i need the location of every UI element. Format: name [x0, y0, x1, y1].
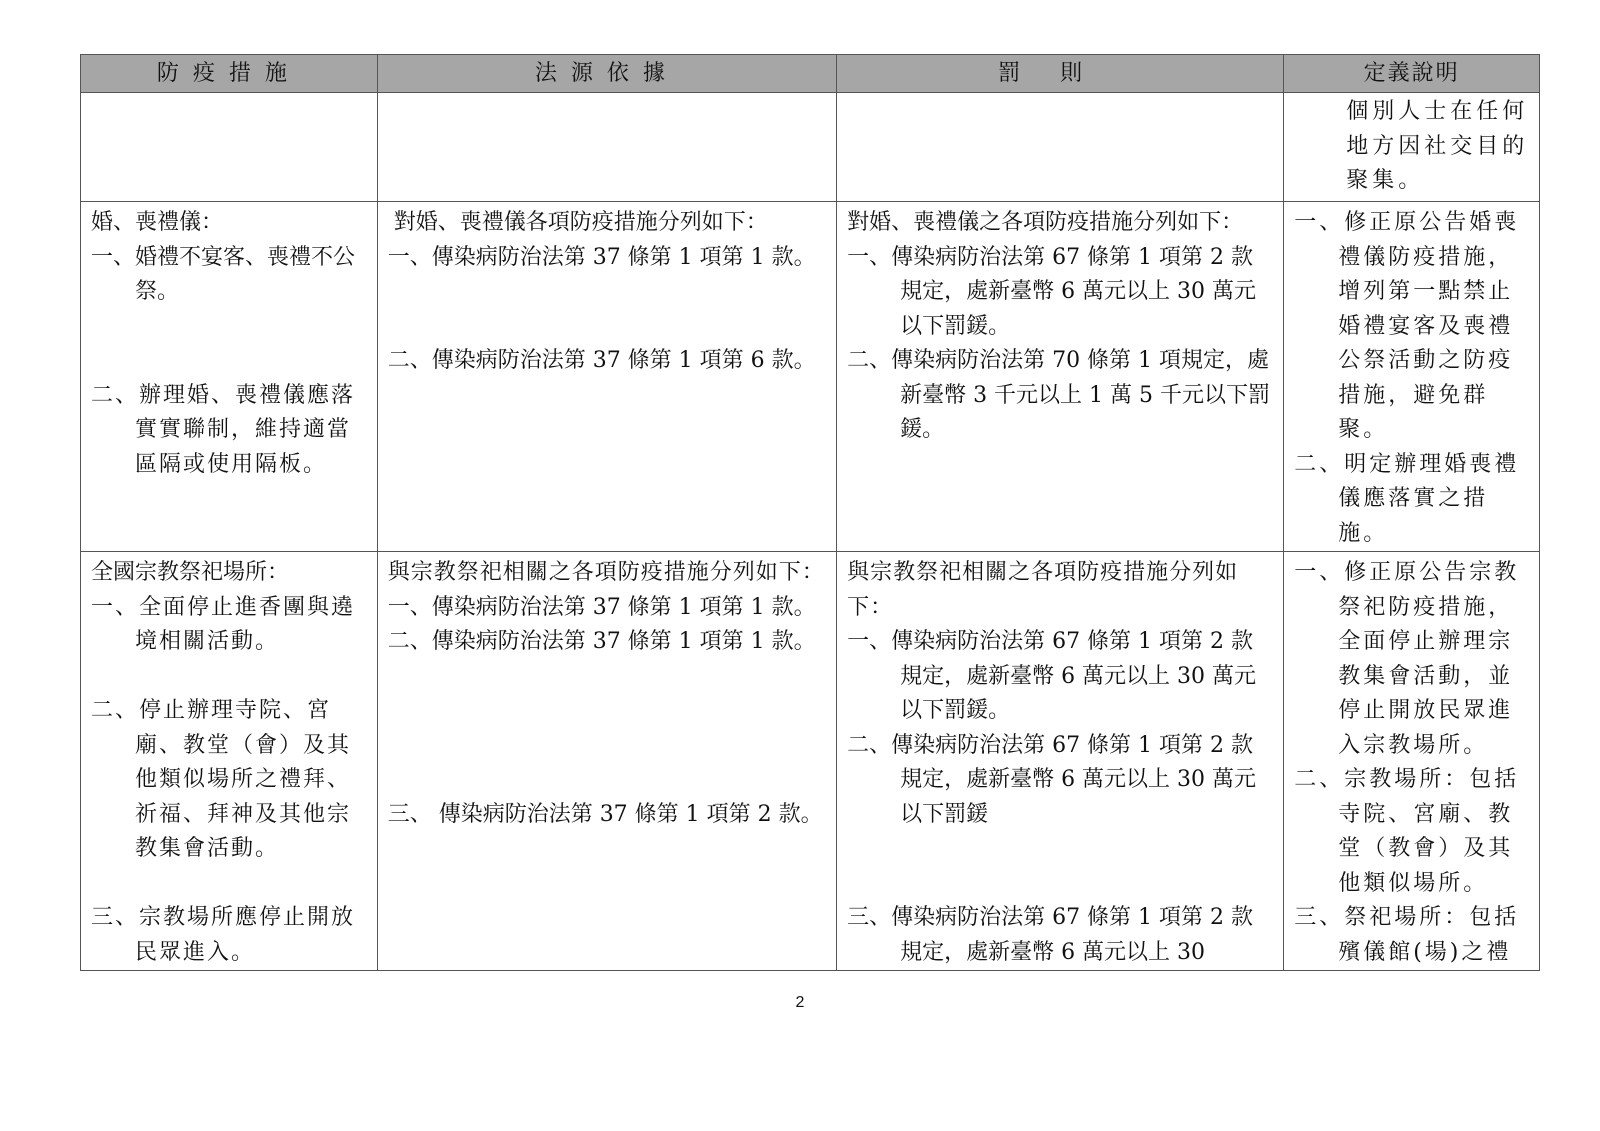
wedding-measures-item-1: 一、婚禮不宴客、喪禮不公祭。	[91, 244, 356, 304]
cell-religion-penalties	[837, 552, 1284, 971]
document-page	[80, 54, 1540, 971]
religion-penalties-item-2: 二、傳染病防治法第 67 條第 1 項第 2 款規定，處新臺幣 6 萬元以上 30 萬元以下罰鍰	[847, 732, 1257, 827]
religion-legal-item-1: 一、傳染病防治法第 37 條第 1 項第 1 款。	[387, 594, 816, 620]
header-definition: 定義說明	[1284, 55, 1540, 93]
cell-penalties-empty	[837, 93, 1284, 202]
definition-continuation-text: 個別人士在任何地方因社交目的聚集。	[1346, 99, 1529, 193]
cell-legal-basis-empty	[377, 93, 836, 202]
table-row-wedding-funeral	[81, 202, 1540, 552]
cell-religion-legal-basis	[377, 552, 836, 971]
religion-measures-item-3: 三、宗教場所應停止開放民眾進入。	[91, 905, 356, 965]
religion-legal-item-2: 二、傳染病防治法第 37 條第 1 項第 1 款。	[387, 629, 816, 654]
religion-definition-item-1: 一、修正原公告宗教祭祀防疫措施，全面停止辦理宗教集會活動，並停止開放民眾進入宗教場所。	[1294, 560, 1520, 758]
religion-legal-heading: 與宗教祭祀相關之各項防疫措施分列如下：	[387, 560, 825, 585]
header-measures: 防疫措施	[81, 55, 378, 93]
religion-measures-item-1: 一、全面停止進香團與遶境相關活動。	[91, 594, 356, 654]
page-number: 2	[795, 994, 805, 1011]
wedding-penalties-item-1: 一、傳染病防治法第 67 條第 1 項第 2 款規定，處新臺幣 6 萬元以上 30 萬元以下罰鍰。	[847, 244, 1257, 339]
cell-religion-definition	[1284, 552, 1540, 971]
wedding-penalties-item-2: 二、傳染病防治法第 70 條第 1 項規定，處新臺幣 3 千元以上 1 萬 5 千元以下罰鍰。	[847, 348, 1271, 442]
religion-penalties-item-1: 一、傳染病防治法第 67 條第 1 項第 2 款規定，處新臺幣 6 萬元以上 30 萬元以下罰鍰。	[847, 629, 1257, 723]
cell-religion-measures	[81, 552, 378, 971]
religion-legal-item-3: 三、 傳染病防治法第 37 條第 1 項第 2 款。	[387, 801, 823, 827]
religion-measures-item-2: 二、停止辦理寺院、宮廟、教堂（會）及其他類似場所之禮拜、祈福、拜神及其他宗教集會活動。	[91, 698, 352, 861]
table-header-row	[81, 55, 1540, 93]
header-penalties: 罰則	[837, 55, 1284, 93]
wedding-legal-heading: 對婚、喪禮儀各項防疫措施分列如下：	[393, 210, 768, 235]
header-legal-basis: 法源依據	[377, 55, 836, 93]
wedding-definition-item-1: 一、修正原公告婚喪禮儀防疫措施，增列第一點禁止婚禮宴客及喪禮公祭活動之防疫措施，避免群聚。	[1294, 210, 1520, 442]
religion-penalties-item-3: 三、傳染病防治法第 67 條第 1 項第 2 款規定，處新臺幣 6 萬元以上 30	[847, 905, 1254, 965]
wedding-penalties-heading: 對婚、喪禮儀之各項防疫措施分列如下：	[847, 210, 1244, 235]
religion-definition-item-2: 二、宗教場所：包括寺院、宮廟、教堂（教會）及其他類似場所。	[1294, 767, 1520, 896]
cell-definition-continuation	[1284, 93, 1540, 202]
cell-wedding-measures	[81, 202, 378, 552]
cell-wedding-definition	[1284, 202, 1540, 552]
religion-definition-item-3: 三、祭祀場所：包括殯儀館(場)之禮	[1294, 905, 1520, 965]
wedding-legal-item-2: 二、傳染病防治法第 37 條第 1 項第 6 款。	[387, 348, 816, 373]
cell-measures-empty	[81, 93, 378, 202]
wedding-definition-item-2: 二、明定辦理婚喪禮儀應落實之措施。	[1294, 451, 1520, 546]
table-row-continuation	[81, 93, 1540, 202]
cell-wedding-penalties	[837, 202, 1284, 552]
table-row-religious-venues	[81, 552, 1540, 971]
cell-wedding-legal-basis	[377, 202, 836, 552]
wedding-measures-item-2: 二、辦理婚、喪禮儀應落實實聯制，維持適當區隔或使用隔板。	[91, 382, 356, 477]
wedding-measures-heading: 婚、喪禮儀：	[91, 210, 224, 235]
epidemic-measures-table	[80, 54, 1540, 971]
religion-penalties-heading: 與宗教祭祀相關之各項防疫措施分列如下：	[847, 560, 1239, 620]
religion-measures-heading: 全國宗教祭祀場所：	[91, 560, 290, 585]
wedding-legal-item-1: 一、傳染病防治法第 37 條第 1 項第 1 款。	[387, 244, 816, 270]
